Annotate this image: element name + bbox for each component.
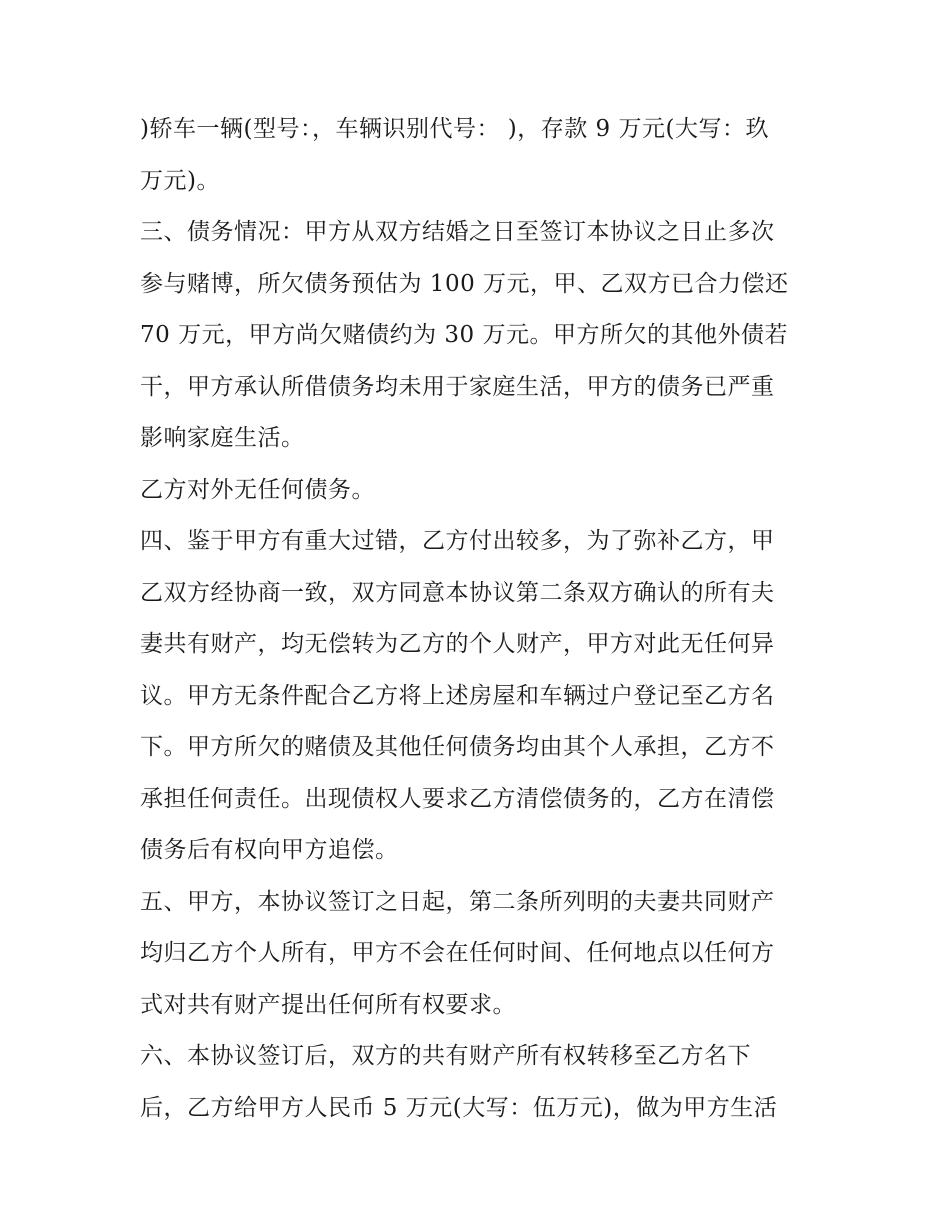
- text-line: 均归乙方个人所有，甲方不会在任何时间、任何地点以任何方: [140, 940, 775, 966]
- text-line: 干，甲方承认所借债务均未用于家庭生活，甲方的债务已严重: [140, 373, 775, 400]
- text-line: 万元)。: [140, 167, 220, 194]
- text-line: 五、甲方，本协议签订之日起，第二条所列明的夫妻共同财产: [140, 888, 775, 915]
- text-line: 乙方对外无任何债务。: [140, 476, 375, 503]
- text-line: 影响家庭生活。: [140, 425, 305, 451]
- document-body: [140, 104, 820, 1134]
- text-line: 四、鉴于甲方有重大过错，乙方付出较多，为了弥补乙方，甲: [140, 528, 775, 554]
- text-line: 下。甲方所欠的赌债及其他任何债务均由其个人承担，乙方不: [140, 734, 775, 760]
- text-line: 妻共有财产，均无偿转为乙方的个人财产，甲方对此无任何异: [140, 631, 775, 657]
- text-line: 后，乙方给甲方人民币 5 万元(大写：伍万元)，做为甲方生活: [140, 1094, 778, 1121]
- text-line: 债务后有权向甲方追偿。: [140, 837, 399, 863]
- text-line: 承担任何责任。出现债权人要求乙方清偿债务的，乙方在清偿: [140, 785, 775, 812]
- text-line: )轿车一辆(型号：，车辆识别代号： )，存款 9 万元(大写：玖: [140, 116, 769, 142]
- text-line: 式对共有财产提出任何所有权要求。: [140, 991, 516, 1018]
- text-line: 参与赌博，所欠债务预估为 100 万元，甲、乙双方已合力偿还: [140, 270, 789, 297]
- text-line: 议。甲方无条件配合乙方将上述房屋和车辆过户登记至乙方名: [140, 682, 775, 709]
- text-line: 三、债务情况：甲方从双方结婚之日至签订本协议之日止多次: [140, 219, 775, 245]
- text-line: 六、本协议签订后，双方的共有财产所有权转移至乙方名下: [140, 1043, 751, 1069]
- text-line: 乙双方经协商一致，双方同意本协议第二条双方确认的所有夫: [140, 579, 775, 606]
- text-line: 70 万元，甲方尚欠赌债约为 30 万元。甲方所欠的其他外债若: [140, 322, 788, 348]
